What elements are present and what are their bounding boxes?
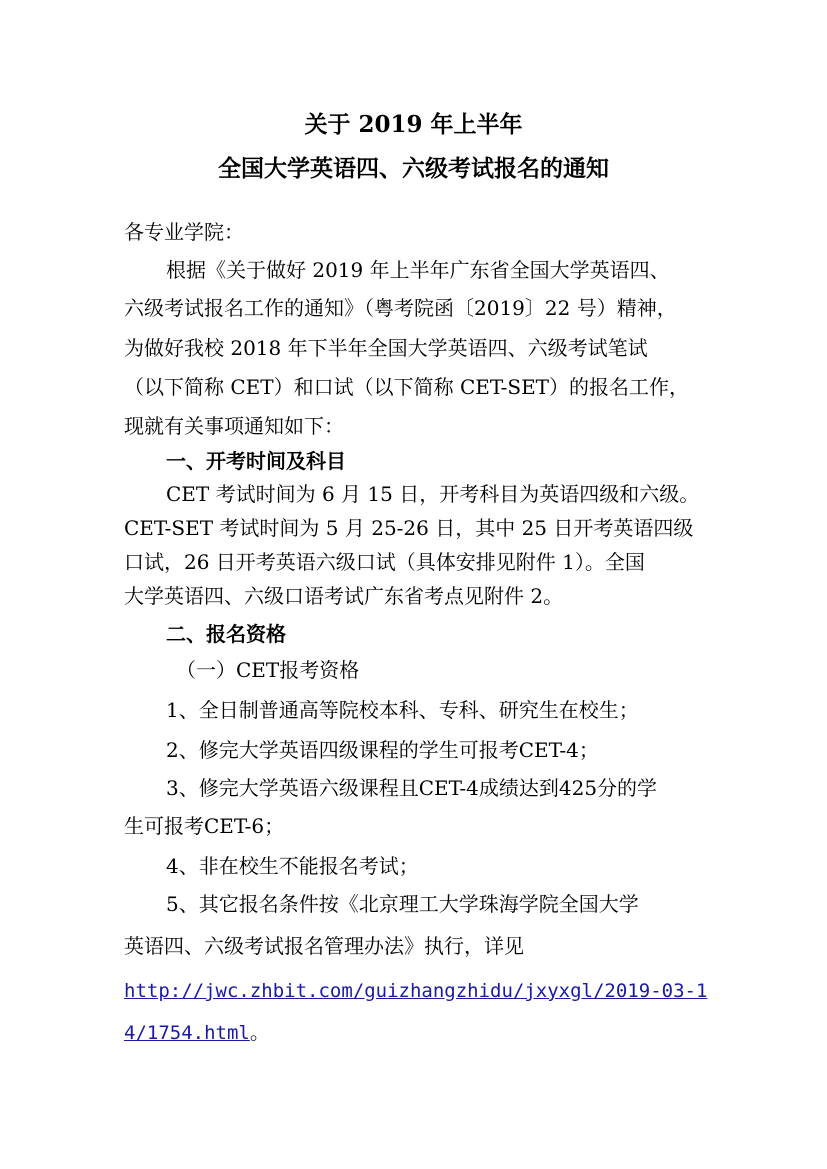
intro-line-4: （以下简称 CET）和口试（以下简称 CET-SET）的报名工作， <box>124 375 690 399</box>
salutation: 各专业学院： <box>124 220 244 244</box>
section1-line-1: CET 考试时间为 6 月 15 日，开考科目为英语四级和六级。 <box>166 482 700 506</box>
rules-link-suffix: 。 <box>249 1020 270 1044</box>
document-title-line-2: 全国大学英语四、六级考试报名的通知 <box>218 155 609 182</box>
section1-heading: 一、开考时间及科目 <box>166 449 346 473</box>
rules-link-part-2[interactable]: 4/1754.html <box>124 1022 250 1044</box>
intro-line-3: 为做好我校 2018 年下半年全国大学英语四、六级考试笔试 <box>124 336 648 360</box>
eligibility-item-5-line-1: 5、其它报名条件按《北京理工大学珠海学院全国大学 <box>166 892 639 916</box>
eligibility-item-2: 2、修完大学英语四级课程的学生可报考CET-4； <box>166 738 599 762</box>
document-title-line-1: 关于 2019 年上半年 <box>304 111 523 138</box>
eligibility-item-3-line-2: 生可报考CET-6； <box>124 814 285 838</box>
section1-line-4: 大学英语四、六级口语考试广东省考点见附件 2。 <box>124 584 564 608</box>
rules-link-line-1 <box>124 976 707 1005</box>
eligibility-item-3-line-1: 3、修完大学英语六级课程且CET-4成绩达到425分的学 <box>166 776 658 800</box>
section2-heading: 二、报名资格 <box>166 622 286 646</box>
eligibility-item-4: 4、非在校生不能报名考试； <box>166 854 419 878</box>
intro-line-2: 六级考试报名工作的通知》（粤考院函〔2019〕22 号）精神， <box>124 296 677 320</box>
section1-line-3: 口试，26 日开考英语六级口试（具体安排见附件 1）。全国 <box>124 550 645 574</box>
rules-link-line-2 <box>124 1018 270 1047</box>
section1-line-2: CET-SET 考试时间为 5 月 25-26 日，其中 25 日开考英语四级 <box>124 516 694 540</box>
section2-subheading: （一）CET报考资格 <box>176 658 360 682</box>
intro-line-5: 现就有关事项通知如下： <box>124 414 344 438</box>
eligibility-item-5-line-2: 英语四、六级考试报名管理办法》执行，详见 <box>124 934 524 958</box>
rules-link-part-1[interactable]: http://jwc.zhbit.com/guizhangzhidu/jxyxgl/2019-03-1 <box>124 980 708 1002</box>
eligibility-item-1: 1、全日制普通高等院校本科、专科、研究生在校生； <box>166 698 639 722</box>
intro-line-1: 根据《关于做好 2019 年上半年广东省全国大学英语四、 <box>166 258 670 282</box>
